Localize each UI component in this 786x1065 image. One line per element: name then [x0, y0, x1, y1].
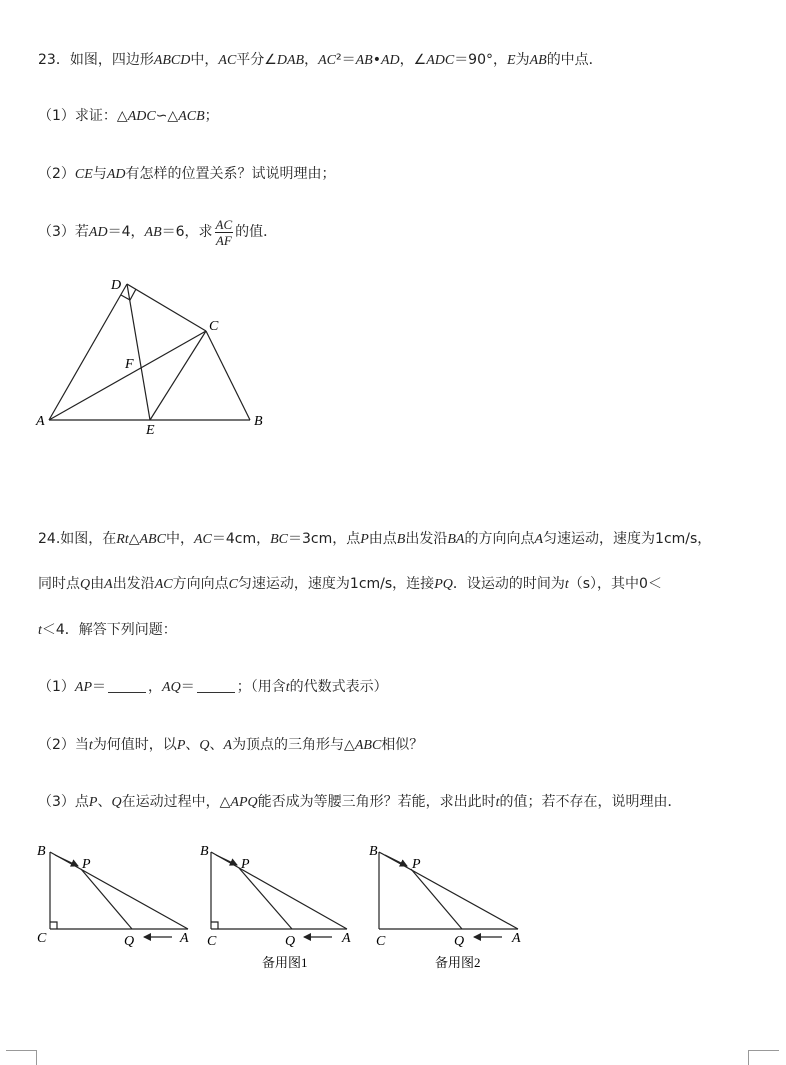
text-q24-figure_labels-A: A — [180, 931, 189, 946]
text-q23-stem-7: AC — [318, 53, 336, 68]
text-q23-p2-3: AD — [106, 167, 126, 182]
text-q24-p1-1: AP — [74, 680, 93, 695]
text-q23-p3-3: AB — [144, 225, 162, 240]
text-q24-line1-14: 的方向向点 — [464, 531, 535, 547]
text-q23-p1-1: ADC — [127, 109, 156, 124]
label-b: B — [254, 414, 263, 429]
text-q24-p1-5: ＝ — [180, 679, 195, 695]
answer-blank-ap[interactable] — [108, 678, 146, 693]
text-q24-line2-3: A — [104, 577, 113, 592]
q23-number: 23． — [38, 52, 70, 68]
text-q24-line2-1: Q — [80, 577, 91, 592]
text-q24-line2-2: 由 — [90, 576, 105, 592]
text-q24-line2-10: ．设运动的时间为 — [452, 576, 565, 592]
text-q23-stem-16: 为 — [515, 52, 530, 68]
arrow-p — [55, 855, 78, 866]
label-a: A — [36, 414, 45, 429]
right-angle-mark — [50, 922, 57, 929]
text-q24-figure_labels-B: B — [369, 844, 378, 859]
text-q24-p2-1: t — [88, 738, 93, 753]
text-q23-stem-6: ， — [304, 52, 319, 68]
text-q24-line2-7: C — [228, 577, 238, 592]
text-q24-figure_labels-P: P — [82, 857, 91, 872]
label-f: F — [125, 357, 134, 372]
q24-main-figure — [50, 852, 188, 937]
text-q24-p2-0: （2）当 — [38, 737, 89, 753]
text-q24-p1-3: ， — [148, 679, 163, 695]
text-q24-p2-6: 、 — [209, 737, 224, 753]
text-q23-stem-12: ，∠ — [399, 52, 427, 68]
text-q24-line1-10: 由点 — [368, 531, 397, 547]
text-q24-p3-3: Q — [111, 795, 122, 810]
text-q24-line2-6: 方向向点 — [172, 576, 229, 592]
text-q23-p1-0: （1）求证：△ — [38, 108, 128, 124]
segment-ac — [49, 331, 206, 420]
q24-spare-figure-2 — [379, 852, 518, 937]
text-q24-line1-3: ABC — [139, 532, 166, 547]
text-q24-p1-8: 的代数式表示） — [289, 679, 388, 695]
q23-part1 — [38, 106, 219, 127]
text-q23-p2-2: 与 — [92, 166, 107, 182]
q24-stem-line2 — [38, 574, 662, 595]
text-q24-line1-6: ＝4cm， — [211, 531, 271, 547]
text-q23-stem-15: E — [507, 53, 516, 68]
q23-figure — [30, 270, 280, 440]
text-q23-p1-3: ACB — [178, 109, 205, 124]
text-q24-p1-6: ；（用含 — [236, 679, 286, 695]
text-q24-p3-1: P — [88, 795, 98, 810]
text-q24-p2-5: Q — [199, 738, 210, 753]
text-q24-p1-2: ＝ — [92, 679, 107, 695]
text-q24-line1-16: 匀速运动，速度为1cm/s， — [543, 531, 712, 547]
text-q24-figure_labels-B: B — [200, 844, 209, 859]
text-q23-p2-0: （2） — [38, 166, 75, 182]
text-q24-p2-9: ABC — [354, 738, 382, 753]
text-q24-line1-12: 出发沿 — [405, 531, 448, 547]
text-q24-figure_labels-P: P — [241, 857, 250, 872]
q24-part2 — [38, 735, 423, 756]
text-q24-line1-11: B — [396, 532, 406, 547]
segment-ce — [150, 331, 206, 420]
text-q24-p1-4: AQ — [162, 680, 181, 695]
text-q24-line1-9: P — [360, 532, 369, 547]
text-q23-p2-4: 有怎样的位置关系？试说明理由； — [125, 166, 336, 182]
text-q24-p2-4: 、 — [185, 737, 200, 753]
text-q24-p3-6: 能否成为等腰三角形？若能，求出此时 — [257, 794, 496, 810]
label-c: C — [209, 319, 219, 334]
text-q23-stem-18: 的中点． — [546, 52, 603, 68]
segment-ad — [49, 284, 127, 420]
q23-stem — [38, 50, 603, 71]
text-q23-p3-1: AD — [88, 225, 108, 240]
text-q24-line2-5: AC — [154, 577, 173, 592]
text-q24-line1-13: BA — [447, 532, 465, 547]
text-q24-p2-7: A — [223, 738, 233, 753]
q24-stem-line1 — [38, 529, 711, 550]
text-q23-p3-2: ＝4， — [107, 224, 145, 240]
text-q24-figure_labels-Q: Q — [454, 934, 465, 949]
text-q23-stem-13: ADC — [426, 53, 455, 68]
text-q24-figure_labels-C: C — [207, 934, 217, 949]
text-q23-stem-14: ＝90°， — [454, 52, 508, 68]
text-q24-p2-8: 为顶点的三角形与△ — [232, 737, 355, 753]
text-q24-p1-7: t — [285, 680, 290, 695]
q24-figures — [30, 836, 540, 976]
text-q24-figure_labels-A: A — [512, 931, 521, 946]
text-q24-line1-4: 中， — [165, 531, 194, 547]
text-q24-p3-8: 的值；若不存在，说明理由． — [499, 794, 682, 810]
q24-spare-figure-1 — [211, 852, 347, 937]
text-q23-frac_num: AC — [215, 216, 233, 232]
text-q24-p3-4: 在运动过程中，△ — [121, 794, 231, 810]
text-q24-p3-0: （3）点 — [38, 794, 89, 810]
spare-figure-2-caption: 备用图2 — [435, 955, 481, 970]
text-q24-figure_labels-C: C — [376, 934, 386, 949]
text-q24-figure_labels-A: A — [342, 931, 351, 946]
text-q23-stem-11: AD — [380, 53, 400, 68]
text-q23-stem-9: AB — [355, 53, 373, 68]
text-q24-figure_labels-C: C — [37, 931, 47, 946]
text-q24-line1-15: A — [534, 532, 544, 547]
text-q24-line2-12: （s），其中0＜ — [568, 576, 662, 592]
q24-part1 — [38, 677, 388, 698]
segment-cb — [206, 331, 250, 420]
text-q24-line1-0: 如图，在 — [60, 531, 117, 547]
text-q24-line1-2: △ — [128, 531, 140, 547]
text-q24-line2-4: 出发沿 — [112, 576, 155, 592]
spare-figure-1-caption: 备用图1 — [262, 955, 308, 970]
text-q23-stem-17: AB — [529, 53, 547, 68]
text-q24-p3-2: 、 — [97, 794, 112, 810]
text-q23-frac_den: AF — [215, 232, 232, 248]
text-q24-line1-8: ＝3cm，点 — [287, 531, 361, 547]
text-q23-stem-10: • — [372, 52, 381, 68]
segment-dc — [127, 284, 206, 331]
page-corner-right — [748, 1050, 779, 1065]
text-q24-line2-9: PQ — [434, 577, 453, 592]
label-d: D — [111, 278, 122, 293]
text-q23-p2-1: CE — [74, 167, 93, 182]
text-q24-line2-0: 同时点 — [38, 576, 80, 592]
text-q23-stem-8: ²＝ — [335, 52, 356, 68]
q24-stem-line3 — [38, 620, 177, 641]
text-q24-line1-5: AC — [193, 532, 212, 547]
text-q23-stem-5: DAB — [276, 53, 305, 68]
text-q24-figure_labels-P: P — [412, 857, 421, 872]
text-q24-figure_labels-B: B — [37, 844, 46, 859]
text-q24-line2-8: 匀速运动，速度为1cm/s，连接 — [237, 576, 435, 592]
q23-part2 — [38, 164, 335, 185]
text-q23-p3-4: ＝6，求 — [161, 224, 213, 240]
text-q24-p3-5: APQ — [230, 795, 258, 810]
text-q23-p3-0: （3）若 — [38, 224, 89, 240]
text-q24-line2-11: t — [564, 577, 569, 592]
text-q23-p3-5: 的值． — [235, 224, 278, 240]
text-q23-stem-4: 平分∠ — [236, 52, 277, 68]
segment-de — [127, 284, 150, 420]
page-corner-left — [6, 1050, 37, 1065]
text-q24-line3-0: t — [38, 623, 42, 638]
text-q24-p1-0: （1） — [38, 679, 75, 695]
text-q24-p2-3: P — [176, 738, 186, 753]
text-q24-line1-1: Rt — [116, 532, 129, 547]
text-q24-figure_labels-Q: Q — [124, 934, 135, 949]
text-q23-stem-2: 中， — [190, 52, 219, 68]
fraction-ac-over-af — [215, 217, 234, 248]
text-q24-p3-7: t — [495, 795, 500, 810]
answer-blank-aq[interactable] — [197, 678, 235, 693]
text-q23-stem-1: ABCD — [153, 53, 191, 68]
text-q24-line3-1: ＜4．解答下列问题： — [41, 622, 177, 638]
q24-number: 24. — [38, 531, 61, 547]
text-q23-p1-2: ∽△ — [155, 108, 179, 124]
label-e: E — [146, 423, 155, 438]
text-q23-p1-4: ； — [204, 108, 219, 124]
text-q23-stem-3: AC — [218, 53, 237, 68]
text-q24-p2-2: 为何值时，以 — [92, 737, 177, 753]
text-q23-stem-0: 如图，四边形 — [69, 52, 154, 68]
text-q24-p2-10: 相似？ — [381, 737, 424, 753]
text-q24-figure_labels-Q: Q — [285, 934, 296, 949]
q23-part3 — [38, 214, 277, 251]
q24-part3 — [38, 792, 682, 813]
text-q24-line1-7: BC — [270, 532, 288, 547]
